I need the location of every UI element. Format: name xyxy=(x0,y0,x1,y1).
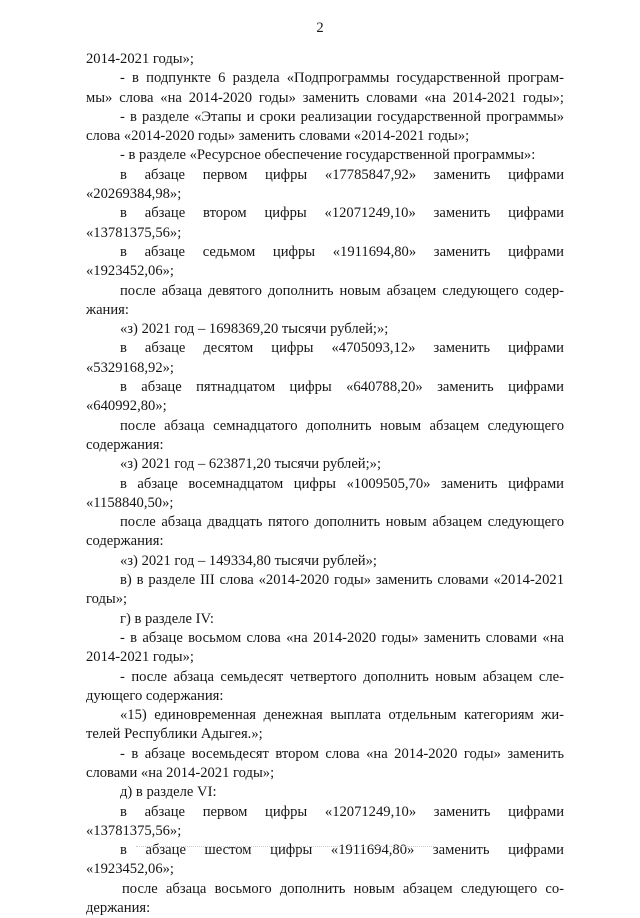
document-body xyxy=(86,50,564,918)
text-line: - после абзаца семьдесят четвертого дополнить новым абзацем сле- xyxy=(120,668,564,685)
text-line: после абзаца девятого дополнить новым абзацем следующего содер- xyxy=(120,282,564,299)
text-line: «13781375,56»; xyxy=(86,822,182,839)
text-line: г) в разделе IV: xyxy=(120,610,214,627)
text-line: «640992,80»; xyxy=(86,398,167,415)
text-line: держания: xyxy=(86,900,151,917)
text-line: «15) единовременная денежная выплата отдельным категориям жи- xyxy=(120,707,564,724)
text-line: содержания: xyxy=(86,533,164,550)
text-line: - в разделе «Этапы и сроки реализации государственной программы» xyxy=(120,108,564,125)
text-line: «13781375,56»; xyxy=(86,224,182,241)
text-line: в абзаце шестом цифры «1911694,80» заменить цифрами xyxy=(120,842,564,859)
text-line: в абзаце десятом цифры «4705093,12» заменить цифрами xyxy=(120,340,564,357)
text-line: после абзаца двадцать пятого дополнить новым абзацем следующего xyxy=(120,514,564,531)
text-line: после абзаца восьмого дополнить новым абзацем следующего со- xyxy=(122,880,564,897)
text-line: в абзаце пятнадцатом цифры «640788,20» заменить цифрами xyxy=(120,379,564,396)
text-line: д) в разделе VI: xyxy=(120,784,217,801)
text-line: в абзаце седьмом цифры «1911694,80» заменить цифрами xyxy=(120,243,564,260)
text-line: в абзаце первом цифры «17785847,92» заменить цифрами xyxy=(120,166,564,183)
text-line: «з) 2021 год – 623871,20 тысячи рублей;»; xyxy=(120,456,382,473)
text-line: дующего содержания: xyxy=(86,687,224,704)
text-line: - в абзаце восьмом слова «на 2014-2020 годы» заменить словами «на xyxy=(120,629,564,646)
text-line: телей Республики Адыгея.»; xyxy=(86,726,263,743)
text-line: «5329168,92»; xyxy=(86,359,174,376)
text-line: «1158840,50»; xyxy=(86,494,174,511)
partial-next-line xyxy=(136,846,436,847)
text-line: мы» слова «на 2014-2020 годы» заменить словами «на 2014-2021 годы»; xyxy=(86,89,564,106)
text-line: жания: xyxy=(86,301,129,318)
text-line: после абзаца семнадцатого дополнить новым абзацем следующего xyxy=(120,417,564,434)
text-line: 2014-2021 годы»; xyxy=(86,649,194,666)
text-line: «з) 2021 год – 149334,80 тысячи рублей»; xyxy=(120,552,377,569)
text-line: в абзаце восемнадцатом цифры «1009505,70» заменить цифрами xyxy=(120,475,564,492)
text-line: «20269384,98»; xyxy=(86,186,182,203)
text-line: «з) 2021 год – 1698369,20 тысячи рублей;»; xyxy=(120,321,389,338)
text-line: - в подпункте 6 раздела «Подпрограммы государственной програм- xyxy=(120,70,564,87)
text-line: словами «на 2014-2021 годы»; xyxy=(86,764,275,781)
text-line: «1923452,06»; xyxy=(86,263,174,280)
text-line: - в разделе «Ресурсное обеспечение государственной программы»: xyxy=(120,147,536,164)
text-line: в абзаце первом цифры «12071249,10» заменить цифрами xyxy=(120,803,564,820)
text-line: слова «2014-2020 годы» заменить словами «2014-2021 годы»; xyxy=(86,128,470,145)
text-line: - в абзаце восемьдесят втором слова «на 2014-2020 годы» заменить xyxy=(120,745,564,762)
text-line: 2014-2021 годы»; xyxy=(86,51,194,67)
text-line: годы»; xyxy=(86,591,128,608)
page-number: 2 xyxy=(316,20,324,36)
text-line: в абзаце втором цифры «12071249,10» заменить цифрами xyxy=(120,205,564,222)
text-line: в) в разделе III слова «2014-2020 годы» заменить словами «2014-2021 xyxy=(120,572,564,589)
text-line: содержания: xyxy=(86,436,164,453)
text-line: «1923452,06»; xyxy=(86,861,174,878)
